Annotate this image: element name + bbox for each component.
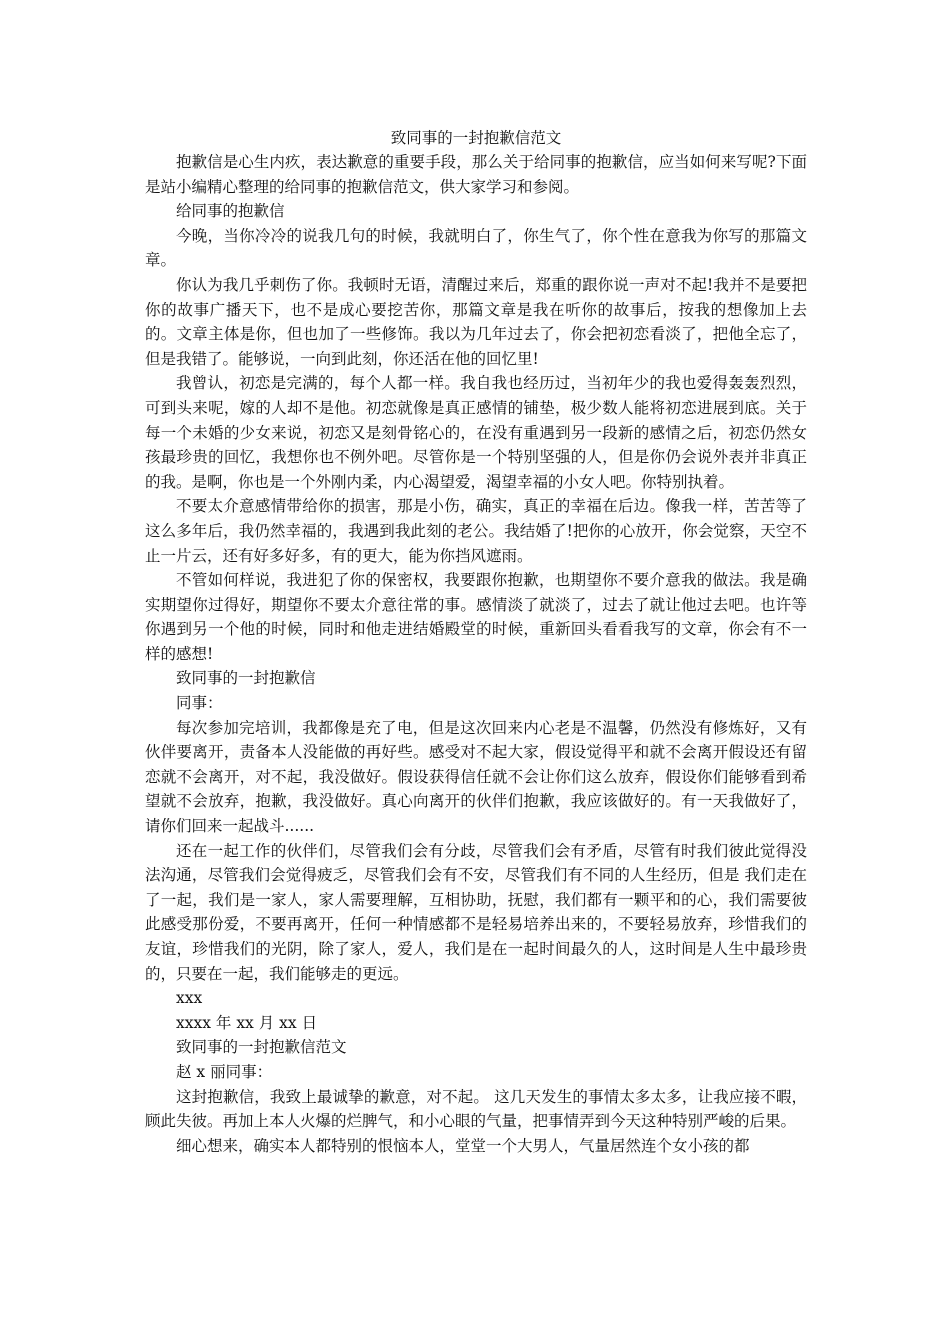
section3-salutation: 赵 x 丽同事：	[176, 1062, 273, 1081]
section2-paragraph: 每次参加完培训，我都像是充了电，但是这次回来内心老是不温馨，仍然没有修炼好，又有伙伴要离开，责备本人没能做的再好些。感受对不起大家，假设觉得平和就不会离开假设还有留恋就不会离开，对不起，我没做好。假设获得信任就不会让你们这么放弃，假设你们能够看到希望就不会放弃，抱歉，我没做好。真心向离开的伙伴们抱歉，我应该做好的。有一天我做好了，请你们回来一起战斗......	[145, 718, 807, 836]
section2-signature: xxx	[176, 989, 203, 1008]
section2-heading: 致同事的一封抱歉信	[176, 669, 316, 688]
document-title: 致同事的一封抱歉信范文	[390, 129, 562, 147]
section1-paragraph: 我曾认，初恋是完满的，每个人都一样。我自我也经历过，当初年少的我也爱得轰轰烈烈，可到头来呢，嫁的人却不是他。初恋就像是真正感情的铺垫，极少数人能将初恋进展到底。关于每一个未婚的少女来说，初恋又是刻骨铭心的，在没有重遇到另一段新的感情之后，初恋仍然女孩最珍贵的回忆，我想你也不例外吧。尽管你是一个特别坚强的人，但是你仍会说外表并非真正的我。是啊，你也是一个外刚内柔，内心渴望爱，渴望幸福的小女人吧。你特别执着。	[145, 374, 807, 491]
section1-paragraph: 不要太介意感情带给你的损害，那是小伤，确实，真正的幸福在后边。像我一样，苦苦等了这么多年后，我仍然幸福的，我遇到我此刻的老公。我结婚了!把你的心放开，你会觉察，天空不止一片云，还有好多好多，有的更大，能为你挡风遮雨。	[145, 497, 807, 565]
section2-date: xxxx 年 xx 月 xx 日	[176, 1013, 318, 1032]
section1-paragraph: 不管如何样说，我进犯了你的保密权，我要跟你抱歉，也期望你不要介意我的做法。我是确实期望你过得好，期望你不要太介意往常的事。感情淡了就淡了，过去了就让他过去吧。也许等你遇到另一个他的时候，同时和他走进结婚殿堂的时候，重新回头看看我写的文章，你会有不一样的感想!	[145, 571, 807, 663]
section3-heading: 致同事的一封抱歉信范文	[176, 1038, 347, 1057]
intro-paragraph: 抱歉信是心生内疚，表达歉意的重要手段，那么关于给同事的抱歉信，应当如何来写呢?下面是站小编精心整理的给同事的抱歉信范文，供大家学习和参阅。	[145, 153, 807, 196]
document-page	[145, 126, 807, 1158]
section1-paragraph: 今晚，当你冷冷的说我几句的时候，我就明白了，你生气了，你个性在意我为你写的那篇文章。	[145, 226, 807, 270]
section3-paragraph: 细心想来，确实本人都特别的恨恼本人，堂堂一个大男人，气量居然连个女小孩的都	[176, 1136, 750, 1155]
section1-heading: 给同事的抱歉信	[176, 202, 285, 221]
section1-paragraph: 你认为我几乎刺伤了你。我顿时无语，清醒过来后，郑重的跟你说一声对不起!我并不是要把你的故事广播天下，也不是成心要挖苦你，那篇文章是我在听你的故事后，按我的想像加上去的。文章主体是你，但也加了一些修饰。我以为几年过去了，你会把初恋看淡了，把他全忘了，但是我错了。能够说，一向到此刻，你还活在他的回忆里!	[145, 275, 807, 368]
section3-paragraph: 这封抱歉信，我致上最诚挚的歉意，对不起。 这几天发生的事情太多太多，让我应接不暇，顾此失彼。再加上本人火爆的烂脾气，和小心眼的气量，把事情弄到今天这种特别严峻的后果。	[145, 1087, 807, 1131]
section2-paragraph: 还在一起工作的伙伴们，尽管我们会有分歧，尽管我们会有矛盾，尽管有时我们彼此觉得没法沟通，尽管我们会觉得疲乏，尽管我们会有不安，尽管我们有不同的人生经历，但是 我们走在了一起，我们是一家人，家人需要理解，互相协助，抚慰，我们都有一颗平和的心，我们需要彼此感受那份爱，不要再离开，任何一种情感都不是轻易培养出来的，不要轻易放弃，珍惜我们的友谊，珍惜我们的光阴，除了家人，爱人，我们是在一起时间最久的人，这时间是人生中最珍贵的，只要在一起，我们能够走的更远。	[145, 841, 807, 983]
section2-salutation: 同事：	[176, 694, 223, 713]
